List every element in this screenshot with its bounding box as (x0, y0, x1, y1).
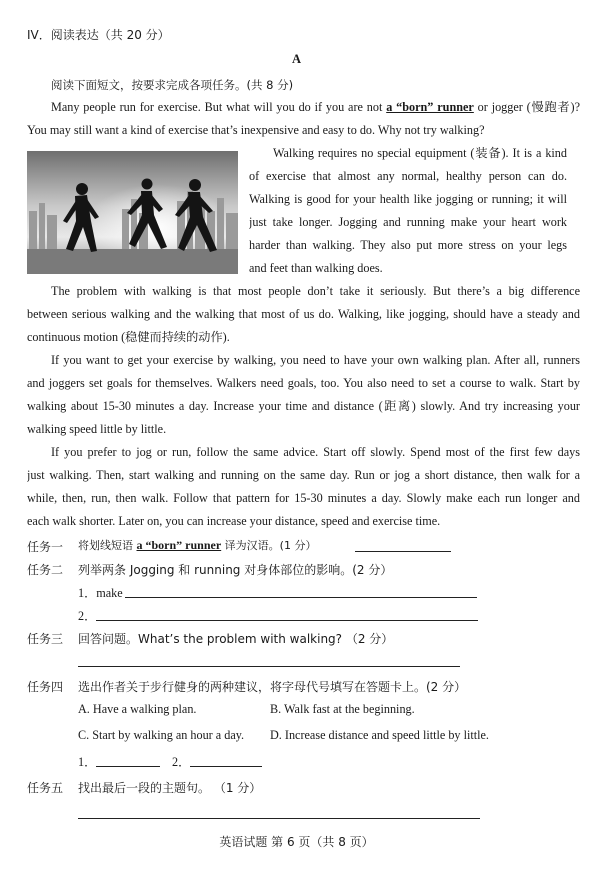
task4-label: 任务四 (27, 680, 64, 694)
para4-line3: walking about 15-30 minutes a day. Increase your time and distance (距离) slowly. And try increasing your (27, 399, 580, 413)
para2-line6: and feet than walking does. (249, 261, 383, 275)
task2-label: 任务二 (27, 563, 64, 577)
task2-item2: 2． (78, 609, 97, 623)
para5-line3: while, then, run, then walk. Follow that pattern for 15-30 minutes a day. Slowly make each run longer and (27, 491, 580, 505)
task5-answer-line[interactable] (78, 818, 480, 819)
task5-text: 找出最后一段的主题句。 （1 分） (78, 781, 262, 795)
task3-text: 回答问题。What’s the problem with walking? （2 分） (78, 632, 394, 646)
task4-answer-line-2[interactable] (190, 766, 262, 767)
section-title: IV．阅读表达（共 20 分） (27, 28, 170, 42)
para3-line1: The problem with walking is that most people don’t take it seriously. But there’s a big difference (51, 284, 580, 298)
task2-answer-line-1[interactable] (125, 597, 477, 598)
task1-text: 将划线短语 a “born” runner 译为汉语。(1 分） (78, 538, 317, 552)
task3-answer-line[interactable] (78, 666, 460, 667)
task4-answer-line-1[interactable] (96, 766, 160, 767)
walking-people-photo (27, 151, 238, 274)
task4-text: 选出作者关于步行健身的两种建议，将字母代号填写在答题卡上。(2 分） (78, 680, 467, 694)
task4-option-a: A. Have a walking plan. (78, 702, 197, 716)
task2-item1: 1．make (78, 586, 123, 600)
task1-label: 任务一 (27, 540, 64, 554)
page-footer: 英语试题 第 6 页（共 8 页） (219, 835, 374, 849)
task4-option-c: C. Start by walking an hour a day. (78, 728, 245, 742)
para2-line2: of exercise that almost any normal, healthy person can do. (249, 169, 567, 183)
para2-line5: harder than walking. They also put more stress on your legs (249, 238, 567, 252)
passage-letter: A (291, 52, 302, 66)
task4-option-b: B. Walk fast at the beginning. (270, 702, 415, 716)
task4-option-d: D. Increase distance and speed little by little. (270, 728, 489, 742)
para5-line2: just walking. Then, start walking and running on the same day. Run or jog a short distance, then walk for a (27, 468, 580, 482)
para5-line1: If you prefer to jog or run, follow the same advice. Start off slowly. Spend most of the first few days (51, 445, 580, 459)
para4-line2: and joggers set goals for themselves. Walkers need goals, too. You also need to set a course to walk. Start by (27, 376, 580, 390)
para5-line4: each walk shorter. Later on, you can increase your distance, speed and exercise time. (27, 514, 441, 528)
task2-text: 列举两条 Jogging 和 running 对身体部位的影响。(2 分） (78, 563, 393, 577)
task5-label: 任务五 (27, 781, 64, 795)
para1-line2: You may still want a kind of exercise that’s inexpensive and easy to do. Why not try walking? (27, 123, 485, 137)
para4-line4: walking speed little by little. (27, 422, 167, 436)
task4-answer2-label: 2． (172, 755, 191, 769)
task3-label: 任务三 (27, 632, 64, 646)
task2-answer-line-2[interactable] (96, 620, 478, 621)
underlined-phrase: a “born” runner (386, 100, 474, 114)
para4-line1: If you want to get your exercise by walking, you need to have your own walking plan. After all, runners (51, 353, 580, 367)
para1-line1: Many people run for exercise. But what will you do if you are not a “born” runner or jogger (慢跑者)? (51, 100, 580, 114)
para2-line3: Walking is good for your health like jogging or running; it will (249, 192, 567, 206)
task1-answer-line[interactable] (355, 551, 451, 552)
task4-answer1-label: 1． (78, 755, 97, 769)
para2-line4: just take longer. Jogging and running make your heart work (249, 215, 567, 229)
para3-line3: continuous motion (稳健而持续的动作). (27, 330, 230, 344)
para3-line2: between serious walking and the walking that most of us do. Walking, like jogging, should have a steady and (27, 307, 580, 321)
instruction: 阅读下面短文，按要求完成各项任务。(共 8 分) (51, 78, 294, 92)
para2-line1: Walking requires no special equipment (装备). It is a kind (273, 146, 567, 160)
